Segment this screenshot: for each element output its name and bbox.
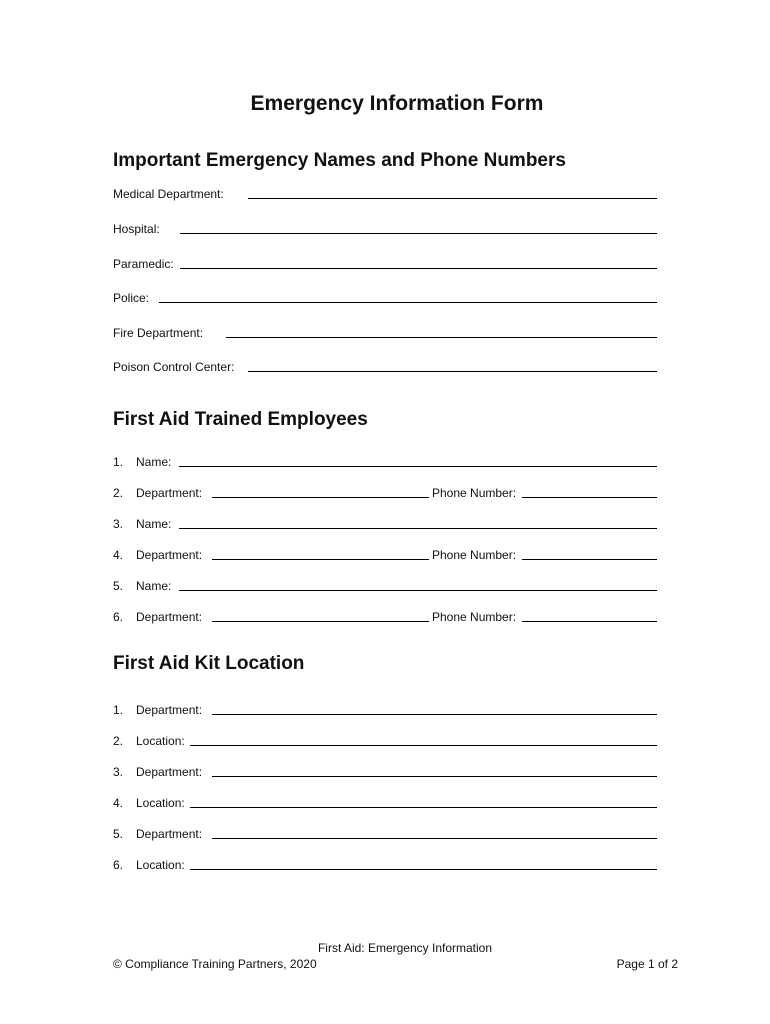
contact-row-medical-department <box>113 185 657 201</box>
row-number: 2. <box>113 734 124 748</box>
row-number: 4. <box>113 548 124 562</box>
department-blank[interactable] <box>212 776 657 777</box>
field-label: Name: <box>136 455 172 469</box>
contact-row-police <box>113 289 657 305</box>
row-number: 2. <box>113 486 124 500</box>
field-label: Name: <box>136 517 172 531</box>
employee-row <box>113 577 657 593</box>
location-blank[interactable] <box>190 807 657 808</box>
field-label: Hospital: <box>113 222 160 236</box>
field-label: Location: <box>136 734 185 748</box>
location-blank[interactable] <box>190 869 657 870</box>
field-label: Location: <box>136 796 185 810</box>
field-label: Department: <box>136 548 203 562</box>
employee-row <box>113 515 657 531</box>
kit-row <box>113 856 657 872</box>
field-label: Department: <box>136 610 203 624</box>
department-blank[interactable] <box>212 621 429 622</box>
row-number: 3. <box>113 517 124 531</box>
field-label: Police: <box>113 291 150 305</box>
row-number: 1. <box>113 703 124 717</box>
row-number: 3. <box>113 765 124 779</box>
page-title: Emergency Information Form <box>250 92 544 115</box>
phone-blank[interactable] <box>522 559 657 560</box>
field-label: Department: <box>136 486 203 500</box>
field-label: Department: <box>136 703 203 717</box>
field-label: Poison Control Center: <box>113 360 235 374</box>
contact-row-poison-control <box>113 358 657 374</box>
row-number: 4. <box>113 796 124 810</box>
kit-row <box>113 701 657 717</box>
fire-department-blank[interactable] <box>226 337 657 338</box>
hospital-blank[interactable] <box>180 233 657 234</box>
employee-row <box>113 484 657 500</box>
name-blank[interactable] <box>179 528 657 529</box>
poison-control-blank[interactable] <box>248 371 657 372</box>
field-label: Department: <box>136 765 203 779</box>
field-label: Fire Department: <box>113 326 204 340</box>
field-label: Medical Department: <box>113 187 224 201</box>
paramedic-blank[interactable] <box>180 268 657 269</box>
phone-blank[interactable] <box>522 497 657 498</box>
location-blank[interactable] <box>190 745 657 746</box>
kit-row <box>113 763 657 779</box>
department-blank[interactable] <box>212 838 657 839</box>
contact-row-hospital <box>113 220 657 236</box>
contacts-heading: Important Emergency Names and Phone Numbers <box>113 150 566 171</box>
kit-row <box>113 732 657 748</box>
employee-row <box>113 608 657 624</box>
department-blank[interactable] <box>212 559 429 560</box>
employee-row <box>113 546 657 562</box>
medical-department-blank[interactable] <box>248 198 657 199</box>
department-blank[interactable] <box>212 497 429 498</box>
field-label: Name: <box>136 579 172 593</box>
row-number: 1. <box>113 455 124 469</box>
name-blank[interactable] <box>179 466 657 467</box>
row-number: 6. <box>113 610 124 624</box>
kit-row <box>113 825 657 841</box>
row-number: 5. <box>113 827 124 841</box>
department-blank[interactable] <box>212 714 657 715</box>
footer-copyright: © Compliance Training Partners, 2020 <box>113 957 317 971</box>
employees-heading: First Aid Trained Employees <box>113 409 368 430</box>
phone-label: Phone Number: <box>432 610 517 624</box>
name-blank[interactable] <box>179 590 657 591</box>
employee-row <box>113 453 657 469</box>
phone-blank[interactable] <box>522 621 657 622</box>
kit-heading: First Aid Kit Location <box>113 653 305 674</box>
phone-label: Phone Number: <box>432 486 517 500</box>
field-label: Location: <box>136 858 185 872</box>
row-number: 6. <box>113 858 124 872</box>
field-label: Paramedic: <box>113 257 174 271</box>
police-blank[interactable] <box>159 302 657 303</box>
contact-row-fire-department <box>113 324 657 340</box>
field-label: Department: <box>136 827 203 841</box>
footer-page-number: Page 1 of 2 <box>616 957 678 971</box>
contact-row-paramedic <box>113 255 657 271</box>
row-number: 5. <box>113 579 124 593</box>
footer-document-name: First Aid: Emergency Information <box>317 941 493 955</box>
phone-label: Phone Number: <box>432 548 517 562</box>
kit-row <box>113 794 657 810</box>
